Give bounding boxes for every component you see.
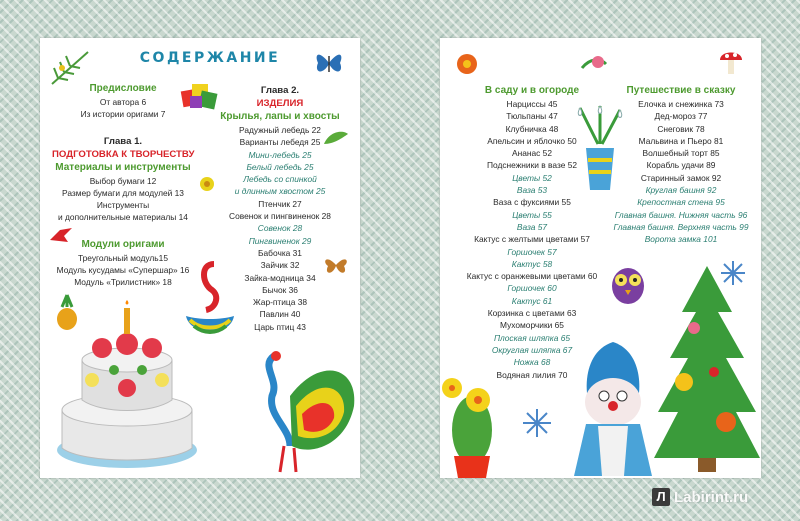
section-heading-fairytale: Путешествие в сказку [626,85,736,96]
toc-entry: Ананас 52 [512,148,552,159]
toc-subentry: Плоская шляпка 65 [493,332,571,343]
toc-entry: и дополнительные материалы 14 [58,212,188,223]
cake-illustration [52,300,202,470]
toc-entry: Апельсин и яблочко 50 [487,135,577,146]
toc-column-left-2 [210,84,350,333]
toc-entry: Птенчик 27 [258,198,302,209]
toc-entry: Царь птиц 43 [254,321,306,332]
toc-subentry: Круглая башня 92 [645,185,717,196]
toc-entry: Волшебный торт 85 [642,148,720,159]
toc-entry: Кактус с желтыми цветами 57 [474,234,590,245]
toc-entry: Водяная лилия 70 [496,369,568,380]
section-heading-wings: Крылья, лапы и хвосты [220,111,340,122]
toc-entry: Модуль «Трилистник» 18 [74,277,172,288]
toc-subentry: Кактус 58 [511,258,553,269]
chapter-label: Глава 1. [103,135,143,147]
toc-entry: Бабочка 31 [258,247,302,258]
toc-subentry: Главная башня. Верхняя часть 99 [613,221,749,232]
toc-entry: Инструменты [96,200,150,211]
toc-subentry: Белый лебедь 25 [246,161,314,172]
toc-entry: Кактус с оранжевыми цветами 60 [466,271,598,282]
cactus-illustration [438,370,508,480]
mushroom-icon [718,48,744,78]
toc-entry: Размер бумаги для модулей 13 [62,187,184,198]
chapter-title: ПОДГОТОВКА К ТВОРЧЕСТВУ [52,148,195,160]
orange-flower-icon [455,52,479,76]
toc-entry: Подснежники в вазе 52 [486,160,578,171]
owl-icon [608,262,648,306]
toc-subentry: Цветы 55 [512,209,552,220]
toc-subentry: Ваза 53 [516,185,548,196]
toc-entry: Мальвина и Пьеро 81 [638,135,724,146]
toc-entry: Зайчик 32 [260,260,300,271]
toc-subentry: Округлая шляпка 67 [491,344,573,355]
peacock-illustration [250,336,360,476]
toc-entry: Ваза с фуксиями 55 [493,197,571,208]
toc-entry: Совенок и пингвиненок 28 [229,211,331,222]
toc-subentry: Ворота замка 101 [644,234,718,245]
section-heading-preface: Предисловие [89,83,157,94]
toc-entry: Бычок 36 [262,284,298,295]
toc-column-right-2 [602,84,760,246]
toc-entry: Старинный замок 92 [640,172,722,183]
watermark-logo-icon: Л [652,488,670,506]
butterfly-icon [314,50,344,76]
toc-column-left-1 [52,82,194,289]
toc-subentry: Горшочек 57 [507,246,557,257]
page-title: СОДЕРЖАНИЕ [139,50,281,66]
christmas-tree-illustration [652,262,762,474]
toc-entry: Треугольный модуль15 [78,252,168,263]
toc-entry: Дед-мороз 77 [654,111,708,122]
pink-flower-icon [580,54,614,74]
toc-subentry: Лебедь со спинкой [243,174,317,185]
toc-entry: Зайка-модница 34 [244,272,316,283]
toc-entry: Павлин 40 [259,309,301,320]
section-heading-garden: В саду и в огороде [484,85,580,96]
toc-entry: Из истории оригами 7 [80,109,166,120]
toc-subentry: Кактус 61 [511,295,553,306]
section-heading-materials: Материалы и инструменты [55,161,191,173]
watermark [652,486,748,508]
toc-entry: Тюльпаны 47 [506,111,558,122]
chapter-title: ИЗДЕЛИЯ [256,98,304,109]
toc-entry: Клубничка 48 [505,123,559,134]
toc-entry: От автора 6 [99,97,147,107]
toc-subentry: Совенок 28 [257,223,303,234]
toc-entry: Нарциссы 45 [506,99,558,109]
toc-subentry: Цветы 52 [512,172,552,183]
toc-entry: Модуль кусудамы «Супершар» 16 [56,265,190,276]
toc-subentry: Ножка 68 [513,357,551,368]
toc-subentry: Мини-лебедь 25 [248,149,312,160]
toc-column-right-1 [454,84,610,381]
toc-entry: Снеговик 78 [657,123,705,134]
toc-subentry: Главная башня. Нижняя часть 96 [614,209,748,220]
toc-entry: Радужный лебедь 22 [239,125,321,135]
toc-entry: Выбор бумаги 12 [89,175,157,186]
toc-subentry: Пингвиненок 29 [248,235,312,246]
toc-entry: Варианты лебедя 25 [239,137,321,148]
section-heading-modules: Модули оригами [81,238,165,250]
toc-subentry: и длинным хвостом 25 [234,186,326,197]
toc-entry: Мухоморчики 65 [500,320,564,331]
watermark-text: Labirint.ru [674,488,749,506]
toc-entry: Корзинка с цветами 63 [487,308,577,319]
toc-entry: Жар-птица 38 [252,297,308,308]
toc-subentry: Ваза 57 [516,221,548,232]
toc-entry: Корабль удачи 89 [646,160,716,171]
snowflake-icon [522,408,552,438]
toc-entry: Елочка и снежинка 73 [638,99,724,109]
toc-subentry: Горшочек 60 [507,283,557,294]
toc-subentry: Крепостная стена 95 [637,197,725,208]
chapter-label: Глава 2. [260,85,300,96]
